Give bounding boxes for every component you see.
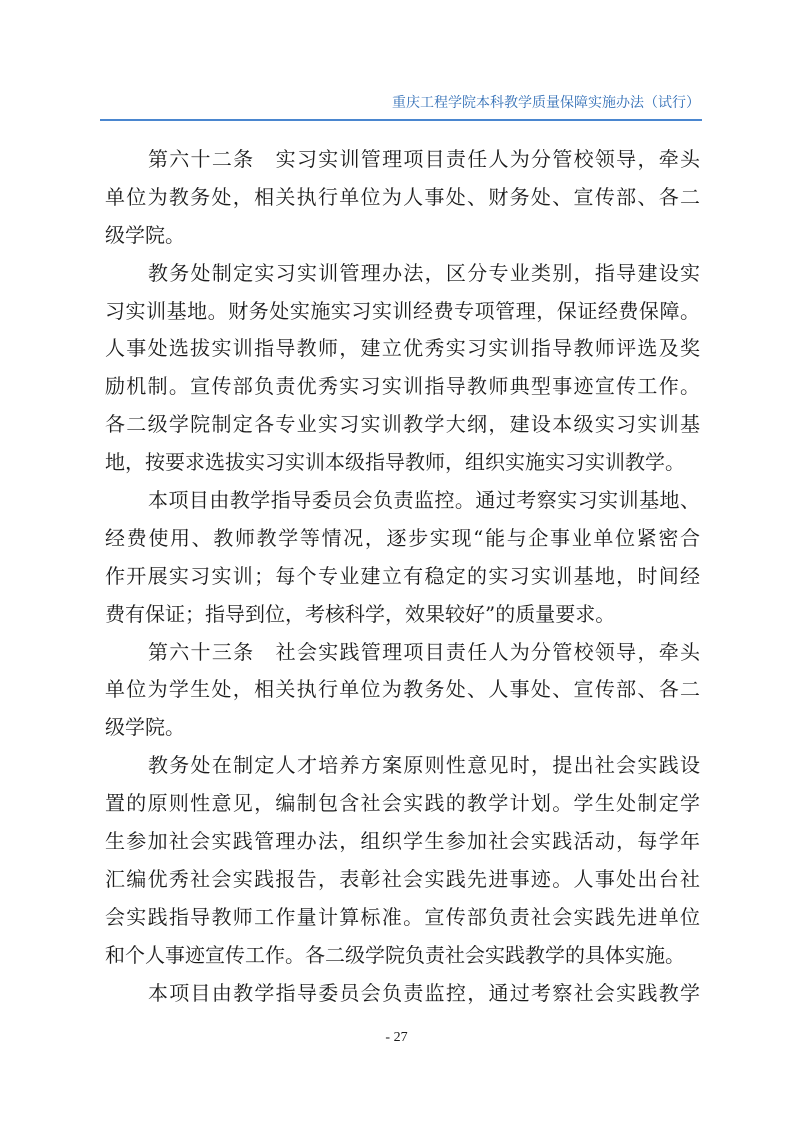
text-line: 本项目由教学指导委员会负责监控，通过考察社会实践教学: [148, 980, 700, 1005]
text-line: 地，按要求选拔实习实训本级指导教师，组织实施实习实训教学。: [105, 450, 685, 475]
text-line: 级学院。: [105, 222, 185, 247]
paragraph: [105, 747, 700, 974]
text-line: 生参加社会实践管理办法，组织学生参加社会实践活动，每学年: [105, 829, 700, 854]
text-line: 级学院。: [105, 715, 185, 740]
text-line: 单位为学生处，相关执行单位为教务处、人事处、宣传部、各二: [105, 677, 700, 702]
paragraph: [105, 975, 700, 1013]
text-line: 第六十二条 实习实训管理项目责任人为分管校领导，牵头: [148, 147, 700, 171]
text-line: 费有保证；指导到位，考核科学，效果较好”的质量要求。: [105, 601, 616, 626]
paragraph: [105, 255, 700, 482]
text-line: 汇编优秀社会实践报告，表彰社会实践先进事迹。人事处出台社: [105, 866, 700, 891]
text-line: 经费使用、教师教学等情况，逐步实现“能与企事业单位紧密合: [105, 525, 700, 550]
text-line: 单位为教务处，相关执行单位为人事处、财务处、宣传部、各二: [105, 184, 700, 209]
header-divider: [100, 119, 702, 121]
text-line: 第六十三条 社会实践管理项目责任人为分管校领导，牵头: [148, 639, 700, 664]
running-header: 重庆工程学院本科教学质量保障实施办法（试行）: [392, 95, 700, 111]
text-line: 和个人事迹宣传工作。各二级学院负责社会实践教学的具体实施。: [105, 942, 685, 967]
paragraph: [105, 482, 700, 634]
paragraph: [105, 634, 700, 748]
text-line: 人事处选拔实训指导教师，建立优秀实习实训指导教师评选及奖: [105, 336, 700, 361]
text-line: 本项目由教学指导委员会负责监控。通过考察实习实训基地、: [148, 488, 700, 513]
text-line: 习实训基地。财务处实施实习实训经费专项管理，保证经费保障。: [105, 298, 700, 323]
text-line: 作开展实习实训；每个专业建立有稳定的实习实训基地，时间经: [105, 563, 700, 588]
text-line: 教务处在制定人才培养方案原则性意见时，提出社会实践设: [148, 753, 700, 778]
document-body: [105, 141, 700, 1012]
text-line: 教务处制定实习实训管理办法，区分专业类别，指导建设实: [148, 260, 700, 285]
text-line: 各二级学院制定各专业实习实训教学大纲，建设本级实习实训基: [105, 412, 700, 437]
text-line: 励机制。宣传部负责优秀实习实训指导教师典型事迹宣传工作。: [105, 374, 700, 399]
text-line: 置的原则性意见，编制包含社会实践的教学计划。学生处制定学: [105, 791, 700, 816]
text-line: 会实践指导教师工作量计算标准。宣传部负责社会实践先进单位: [105, 904, 700, 929]
page-number: - 27: [385, 1030, 408, 1045]
paragraph: [105, 141, 700, 255]
